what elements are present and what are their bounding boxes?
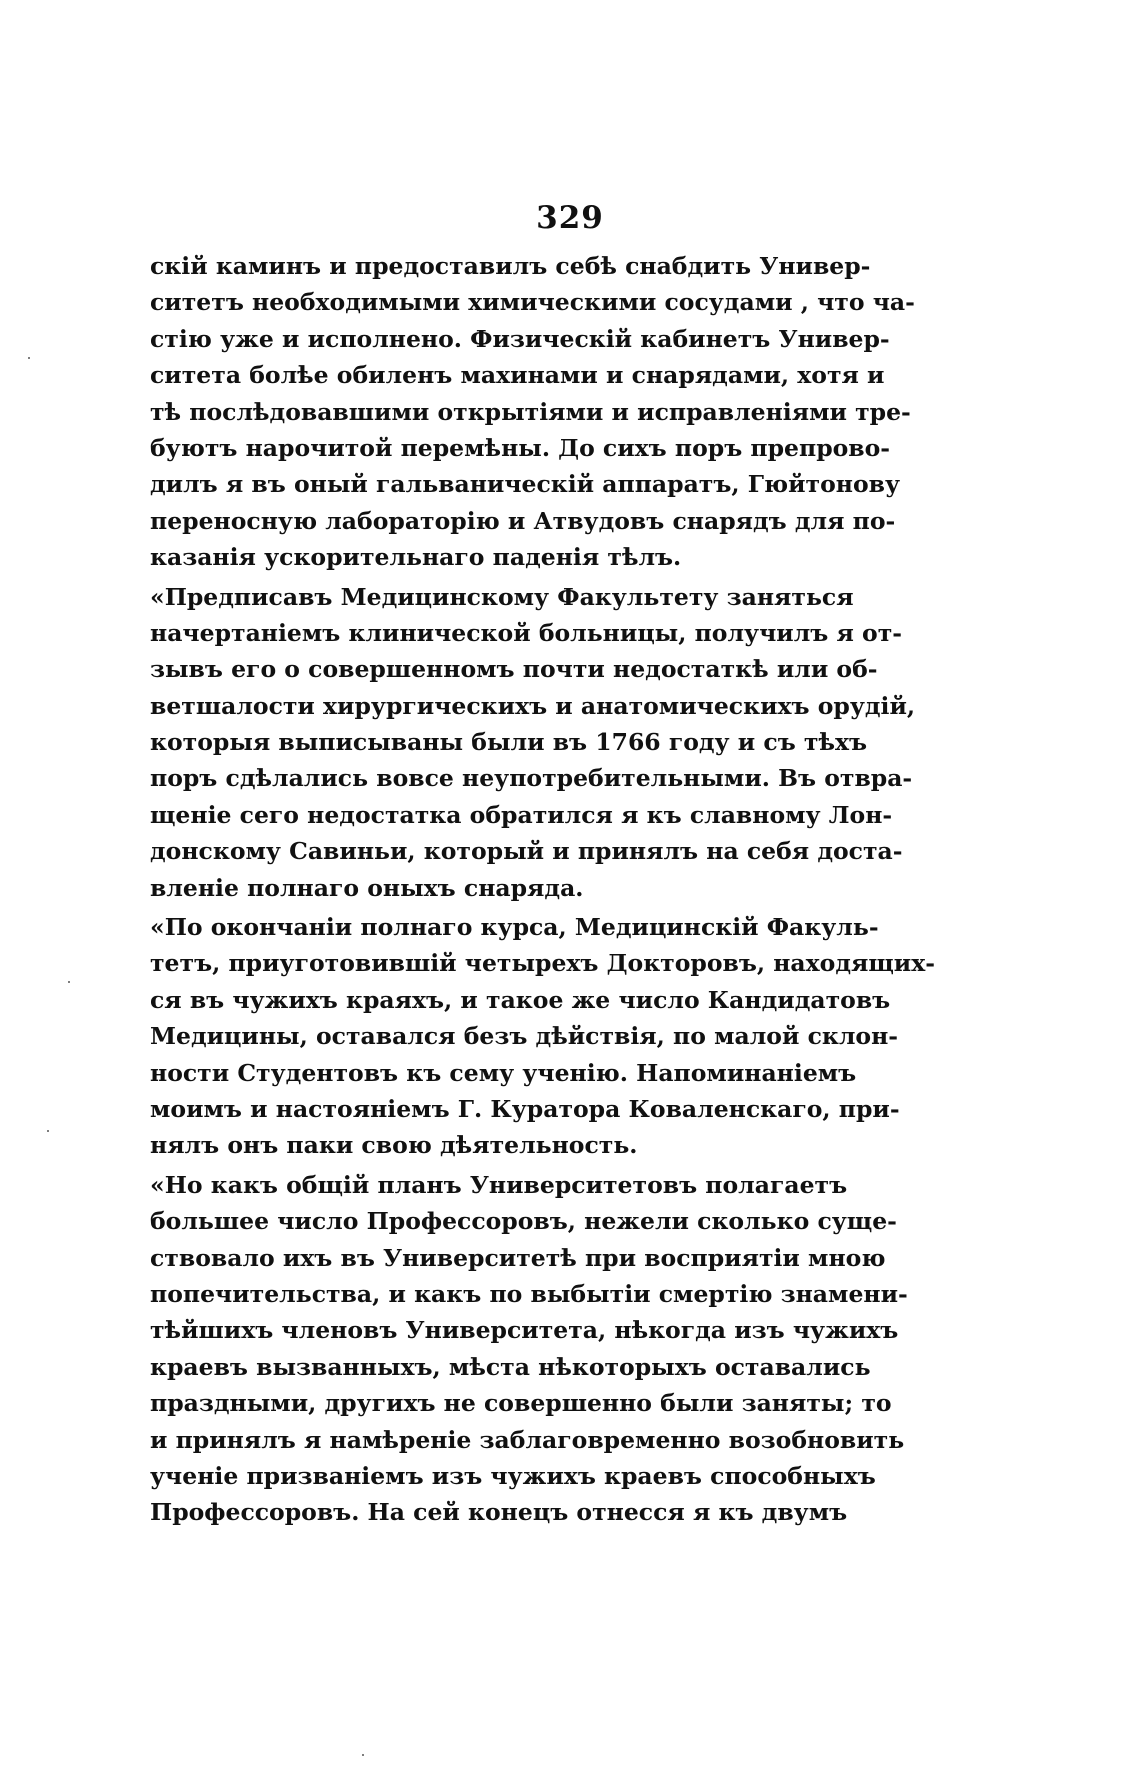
text-line: и принялъ я намѣреніе заблаговременно возобновить (150, 1425, 905, 1454)
text-line: моимъ и настояніемъ Г. Куратора Коваленскаго, при- (150, 1094, 900, 1123)
text-line: вленіе полнаго оныхъ снаряда. (150, 873, 584, 902)
text-line: тѣ послѣдовавшими открытіями и исправленіями тре- (150, 397, 911, 426)
text-line: переносную лабораторію и Атвудовъ снарядъ для по- (150, 506, 896, 535)
text-line: скій каминъ и предоставилъ себѣ снабдить Универ- (150, 252, 871, 280)
paragraph-4 (150, 1167, 908, 1531)
text-line: нялъ онъ паки свою дѣятельность. (150, 1131, 638, 1160)
text-line: «Предписавъ Медицинскому Факультету заняться (150, 582, 854, 611)
text-line: буютъ нарочитой перемѣны. До сихъ поръ препрово- (150, 433, 891, 462)
text-line: «По окончаніи полнаго курса, Медицинскій Факуль- (150, 913, 879, 942)
text-line: большее число Профессоровъ, нежели сколько суще- (150, 1207, 897, 1236)
text-line: дилъ я въ оный гальваническій аппаратъ, Гюйтонову (150, 470, 900, 499)
text-line: щеніе сего недостатка обратился я къ славному Лон- (150, 800, 893, 829)
text-line: тетъ, приуготовившій четырехъ Докторовъ, находящих- (150, 949, 935, 978)
text-line: ствовало ихъ въ Университетѣ при восприятіи мною (150, 1243, 886, 1272)
paragraph-2 (150, 579, 916, 907)
paragraph-3 (150, 909, 935, 1164)
scan-speck (362, 1754, 364, 1756)
page-number: 329 (536, 200, 604, 236)
text-line: тѣйшихъ членовъ Университета, нѣкогда изъ чужихъ (150, 1316, 899, 1345)
text-line: поръ сдѣлались вовсе неупотребительными. Въ отвра- (150, 764, 913, 793)
text-line: краевъ вызванныхъ, мѣста нѣкоторыхъ оставались (150, 1352, 871, 1381)
text-line: «Но какъ общій планъ Университетовъ полагаетъ (150, 1170, 848, 1199)
text-line: ученіе призваніемъ изъ чужихъ краевъ способныхъ (150, 1461, 876, 1490)
text-line: ветшалости хирургическихъ и анатомическихъ орудій, (150, 691, 916, 720)
text-line: казанія ускорительнаго паденія тѣлъ. (150, 543, 682, 572)
scan-speck (47, 1130, 49, 1132)
scan-speck (28, 357, 30, 359)
paragraph-1 (150, 248, 915, 576)
body-text (150, 248, 935, 1534)
text-line: Медицины, оставался безъ дѣйствія, по малой склон- (150, 1022, 899, 1051)
text-line: ся въ чужихъ краяхъ, и такое же число Кандидатовъ (150, 985, 891, 1014)
text-line: ситетъ необходимыми химическими сосудами , что ча- (150, 288, 915, 317)
text-line: донскому Савиньи, который и принялъ на себя доста- (150, 837, 903, 866)
text-line: попечительства, и какъ по выбытіи смертію знамени- (150, 1279, 908, 1308)
text-line: стію уже и исполнено. Физическій кабинетъ Универ- (150, 324, 890, 353)
text-line: начертаніемъ клинической больницы, получилъ я от- (150, 618, 903, 647)
text-line: которыя выписываны были въ 1766 году и съ тѣхъ (150, 728, 868, 757)
text-line: Профессоровъ. На сей конецъ отнесся я къ двумъ (150, 1498, 848, 1527)
text-line: зывъ его о совершенномъ почти недостаткѣ или об- (150, 655, 878, 684)
scan-speck (68, 981, 70, 983)
text-line: ности Студентовъ къ сему ученію. Напоминаніемъ (150, 1058, 857, 1087)
text-line: праздными, другихъ не совершенно были заняты; то (150, 1389, 892, 1418)
text-line: ситета болѣе обиленъ махинами и снарядами, хотя и (150, 361, 885, 390)
